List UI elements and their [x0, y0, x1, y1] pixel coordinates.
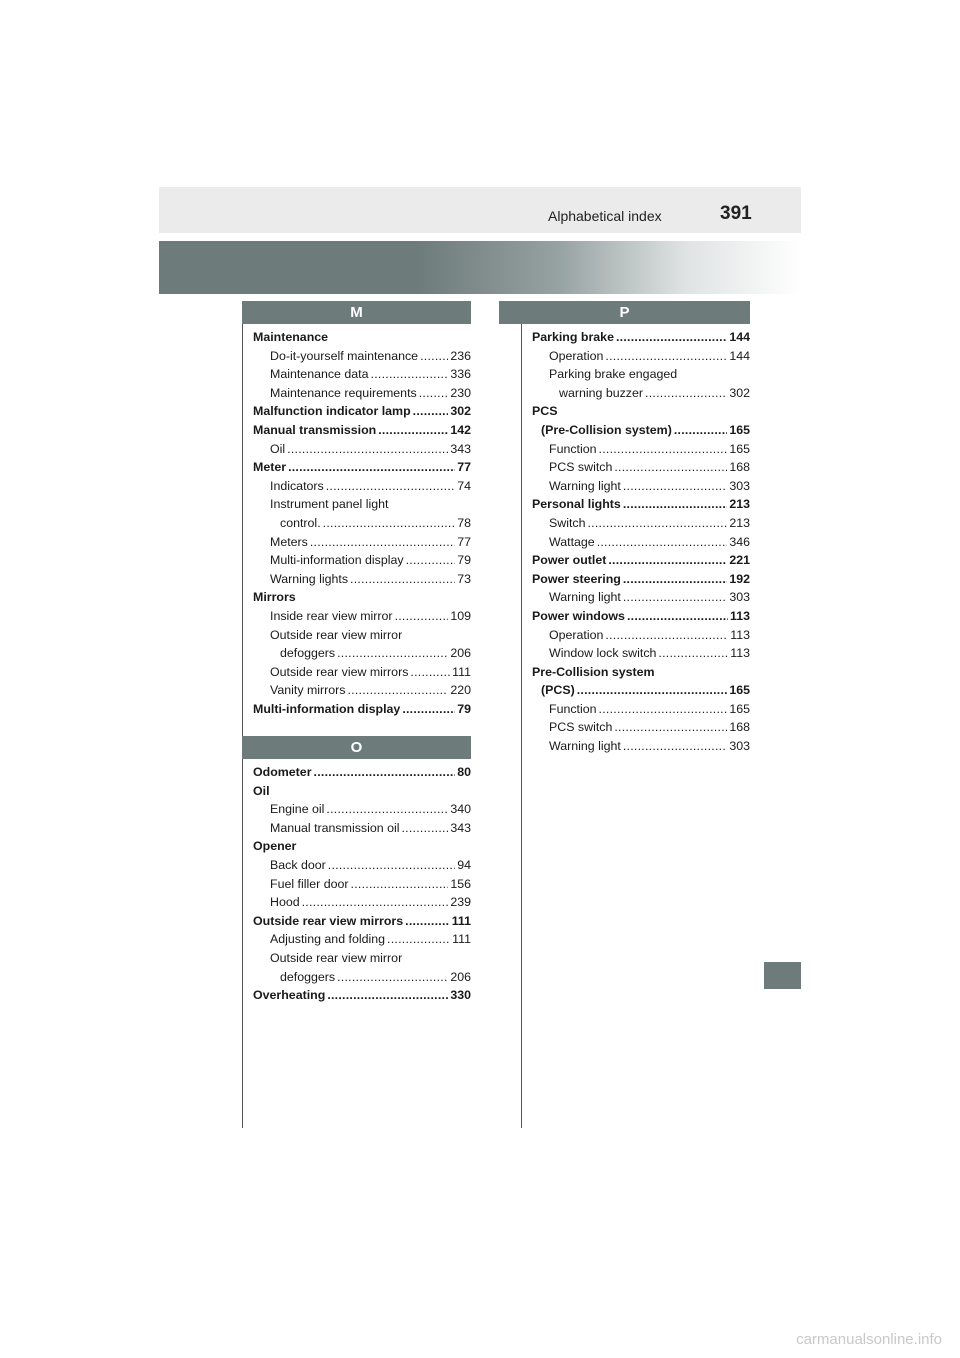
left-column-rule [242, 303, 243, 1128]
index-entry [253, 949, 471, 968]
entry-term: (PCS) [541, 683, 575, 698]
index-list-p [532, 328, 750, 756]
dot-leader [302, 893, 449, 912]
index-entry [253, 837, 471, 856]
section-header-p: P [499, 301, 750, 324]
entry-term: Pre-Collision system [532, 664, 655, 679]
entry-term: Maintenance data [270, 367, 369, 382]
index-entry [253, 365, 471, 384]
entry-term: Function [549, 441, 597, 456]
entry-term: Operation [549, 627, 604, 642]
entry-term: Malfunction indicator lamp [253, 404, 411, 419]
entry-page-number: 165 [729, 683, 750, 698]
page-number: 391 [720, 203, 752, 224]
index-entry [532, 570, 750, 589]
index-entry [532, 421, 750, 440]
entry-page-number: 213 [729, 515, 750, 530]
entry-term: Operation [549, 348, 604, 363]
index-entry [532, 495, 750, 514]
dot-leader [419, 384, 449, 403]
index-entry [253, 930, 471, 949]
entry-page-number: 206 [450, 969, 471, 984]
entry-term: defoggers [280, 969, 336, 984]
dot-leader [328, 856, 455, 875]
dot-leader [605, 626, 728, 645]
entry-term: Window lock switch [549, 646, 657, 661]
dot-leader [623, 477, 727, 496]
entry-term: Outside rear view mirrors [253, 913, 404, 928]
entry-term: Maintenance requirements [270, 385, 417, 400]
index-entry [253, 912, 471, 931]
entry-term: Instrument panel light [270, 497, 389, 512]
dot-leader [413, 402, 449, 421]
index-entry [532, 588, 750, 607]
index-entry [253, 421, 471, 440]
index-entry [253, 514, 471, 533]
index-entry [532, 626, 750, 645]
entry-term: control. [280, 515, 321, 530]
dot-leader [658, 644, 728, 663]
entry-page-number: 303 [729, 739, 750, 754]
header-bar [159, 187, 801, 233]
index-entry [253, 893, 471, 912]
entry-term: Warning light [549, 590, 621, 605]
dot-leader [310, 533, 455, 552]
section-header-m: M [242, 301, 471, 324]
dot-leader [599, 700, 728, 719]
index-entry [532, 663, 750, 682]
entry-term: Outside rear view mirrors [270, 664, 409, 679]
index-entry [253, 663, 471, 682]
entry-page-number: 343 [450, 820, 471, 835]
entry-term: Warning light [549, 739, 621, 754]
entry-page-number: 80 [457, 765, 471, 779]
entry-page-number: 330 [450, 988, 471, 1003]
dot-leader [387, 930, 450, 949]
index-entry [532, 458, 750, 477]
index-entry [532, 681, 750, 700]
entry-term: (Pre-Collision system) [541, 422, 672, 437]
dot-leader [588, 514, 728, 533]
entry-page-number: 113 [730, 627, 750, 642]
entry-page-number: 78 [457, 515, 471, 530]
entry-page-number: 111 [452, 932, 471, 947]
entry-page-number: 230 [450, 385, 471, 400]
index-entry [253, 570, 471, 589]
dot-leader [605, 347, 727, 366]
entry-page-number: 74 [457, 478, 471, 493]
index-entry [253, 856, 471, 875]
dot-leader [406, 551, 456, 570]
entry-page-number: 303 [729, 590, 750, 605]
dot-leader [351, 875, 449, 894]
index-entry [532, 440, 750, 459]
chapter-side-tab [764, 962, 801, 989]
entry-term: Parking brake engaged [549, 367, 678, 382]
dot-leader [674, 421, 727, 440]
index-entry [253, 533, 471, 552]
index-entry [253, 763, 471, 782]
watermark: carmanualsonline.info [796, 1331, 942, 1348]
entry-term: Do-it-yourself maintenance [270, 348, 419, 363]
dot-leader [326, 800, 448, 819]
index-entry [253, 477, 471, 496]
entry-term: Power outlet [532, 553, 607, 568]
index-entry [253, 458, 471, 477]
index-entry [253, 782, 471, 801]
entry-page-number: 236 [450, 348, 471, 363]
entry-term: PCS switch [549, 460, 613, 475]
dot-leader [405, 912, 450, 931]
dot-leader [614, 458, 727, 477]
index-entry [253, 681, 471, 700]
entry-page-number: 239 [450, 895, 471, 910]
index-list-m [253, 328, 471, 718]
entry-page-number: 340 [450, 802, 471, 817]
dot-leader [337, 644, 448, 663]
dot-leader [288, 458, 455, 477]
index-entry [253, 607, 471, 626]
entry-page-number: 156 [450, 876, 471, 891]
entry-page-number: 346 [729, 534, 750, 549]
index-list-o [253, 763, 471, 1005]
index-entry [532, 402, 750, 421]
index-entry [532, 644, 750, 663]
entry-term: Hood [270, 895, 300, 910]
entry-term: Manual transmission oil [270, 820, 400, 835]
index-entry [532, 514, 750, 533]
entry-term: Meters [270, 534, 308, 549]
index-entry [532, 477, 750, 496]
entry-term: Multi-information display [270, 553, 404, 568]
entry-page-number: 73 [457, 571, 471, 586]
dot-leader [616, 328, 727, 347]
dot-leader [350, 570, 455, 589]
entry-term: PCS switch [549, 720, 613, 735]
entry-page-number: 343 [450, 441, 471, 456]
entry-page-number: 221 [729, 553, 750, 568]
entry-term: Switch [549, 515, 586, 530]
entry-term: Oil [253, 783, 270, 798]
entry-page-number: 302 [450, 404, 471, 419]
entry-page-number: 168 [729, 460, 750, 475]
index-entry [253, 495, 471, 514]
entry-term: Warning lights [270, 571, 349, 586]
entry-term: Mirrors [253, 590, 296, 605]
entry-term: Back door [270, 857, 326, 872]
entry-term: Adjusting and folding [270, 932, 386, 947]
dot-leader [645, 384, 727, 403]
dot-leader [287, 440, 448, 459]
dot-leader [597, 533, 728, 552]
dot-leader [623, 588, 727, 607]
entry-term: defoggers [280, 646, 336, 661]
entry-page-number: 165 [729, 422, 750, 437]
entry-term: Parking brake [532, 330, 614, 344]
entry-page-number: 79 [457, 553, 471, 568]
entry-term: Vanity mirrors [270, 683, 346, 698]
index-entry [532, 328, 750, 347]
dot-leader [623, 495, 727, 514]
entry-page-number: 168 [729, 720, 750, 735]
index-entry [253, 440, 471, 459]
dot-leader [410, 663, 450, 682]
dot-leader [614, 718, 727, 737]
index-entry [253, 800, 471, 819]
entry-term: Function [549, 701, 597, 716]
entry-page-number: 165 [729, 441, 750, 456]
dot-leader [326, 477, 455, 496]
entry-page-number: 113 [730, 646, 750, 661]
dot-leader [371, 365, 449, 384]
header-gradient-band [159, 241, 801, 294]
entry-term: Meter [253, 460, 287, 475]
entry-term: Engine oil [270, 802, 325, 817]
entry-term: Oil [270, 441, 286, 456]
entry-page-number: 79 [457, 701, 471, 716]
entry-term: Outside rear view mirror [270, 950, 403, 965]
entry-page-number: 111 [451, 913, 471, 928]
index-entry [532, 347, 750, 366]
index-entry [253, 968, 471, 987]
dot-leader [608, 551, 727, 570]
entry-term: Power steering [532, 571, 621, 586]
entry-page-number: 213 [729, 497, 750, 512]
index-entry [253, 384, 471, 403]
entry-page-number: 303 [729, 478, 750, 493]
dot-leader [378, 421, 448, 440]
index-entry [253, 347, 471, 366]
entry-page-number: 94 [457, 857, 471, 872]
entry-term: Maintenance [253, 330, 329, 344]
index-entry [532, 533, 750, 552]
entry-term: Power windows [532, 608, 625, 623]
entry-page-number: 165 [729, 701, 750, 716]
dot-leader [577, 681, 728, 700]
dot-leader [348, 681, 449, 700]
entry-term: Overheating [253, 988, 326, 1003]
index-entry [253, 875, 471, 894]
dot-leader [337, 968, 448, 987]
index-entry [532, 365, 750, 384]
entry-page-number: 109 [450, 608, 471, 623]
entry-term: Opener [253, 839, 297, 854]
index-entry [253, 328, 471, 347]
entry-page-number: 144 [729, 330, 750, 344]
dot-leader [623, 570, 727, 589]
index-entry [253, 551, 471, 570]
dot-leader [420, 347, 448, 366]
dot-leader [327, 986, 448, 1005]
dot-leader [314, 763, 456, 782]
entry-page-number: 192 [729, 571, 750, 586]
index-entry [532, 551, 750, 570]
dot-leader [623, 737, 727, 756]
index-entry [253, 986, 471, 1005]
entry-term: warning buzzer [559, 385, 644, 400]
index-entry [532, 607, 750, 626]
entry-page-number: 336 [450, 367, 471, 382]
entry-term: Wattage [549, 534, 595, 549]
dot-leader [599, 440, 728, 459]
dot-leader [395, 607, 449, 626]
index-entry [532, 737, 750, 756]
entry-page-number: 111 [452, 664, 471, 679]
index-entry [253, 588, 471, 607]
entry-term: PCS [532, 404, 558, 419]
index-entry [253, 402, 471, 421]
entry-page-number: 77 [457, 460, 471, 475]
dot-leader [401, 819, 448, 838]
entry-page-number: 302 [729, 385, 750, 400]
index-entry [253, 819, 471, 838]
right-column-rule [521, 303, 522, 1128]
entry-page-number: 113 [730, 608, 750, 623]
entry-term: Inside rear view mirror [270, 608, 393, 623]
entry-page-number: 142 [450, 422, 471, 437]
entry-term: Fuel filler door [270, 876, 349, 891]
entry-page-number: 144 [729, 348, 750, 363]
entry-term: Personal lights [532, 497, 621, 512]
index-entry [253, 626, 471, 645]
entry-term: Manual transmission [253, 422, 377, 437]
entry-term: Odometer [253, 765, 312, 779]
dot-leader [323, 514, 456, 533]
entry-term: Indicators [270, 478, 324, 493]
entry-page-number: 220 [450, 683, 471, 698]
entry-term: Outside rear view mirror [270, 627, 403, 642]
dot-leader [627, 607, 728, 626]
entry-term: Multi-information display [253, 701, 401, 716]
entry-page-number: 206 [450, 646, 471, 661]
index-entry [253, 644, 471, 663]
index-entry [532, 384, 750, 403]
section-header-o: O [242, 736, 471, 759]
page-header-title: Alphabetical index [548, 208, 662, 224]
dot-leader [402, 700, 455, 719]
entry-page-number: 77 [457, 534, 471, 549]
index-entry [253, 700, 471, 719]
index-entry [532, 718, 750, 737]
entry-term: Warning light [549, 478, 621, 493]
index-entry [532, 700, 750, 719]
